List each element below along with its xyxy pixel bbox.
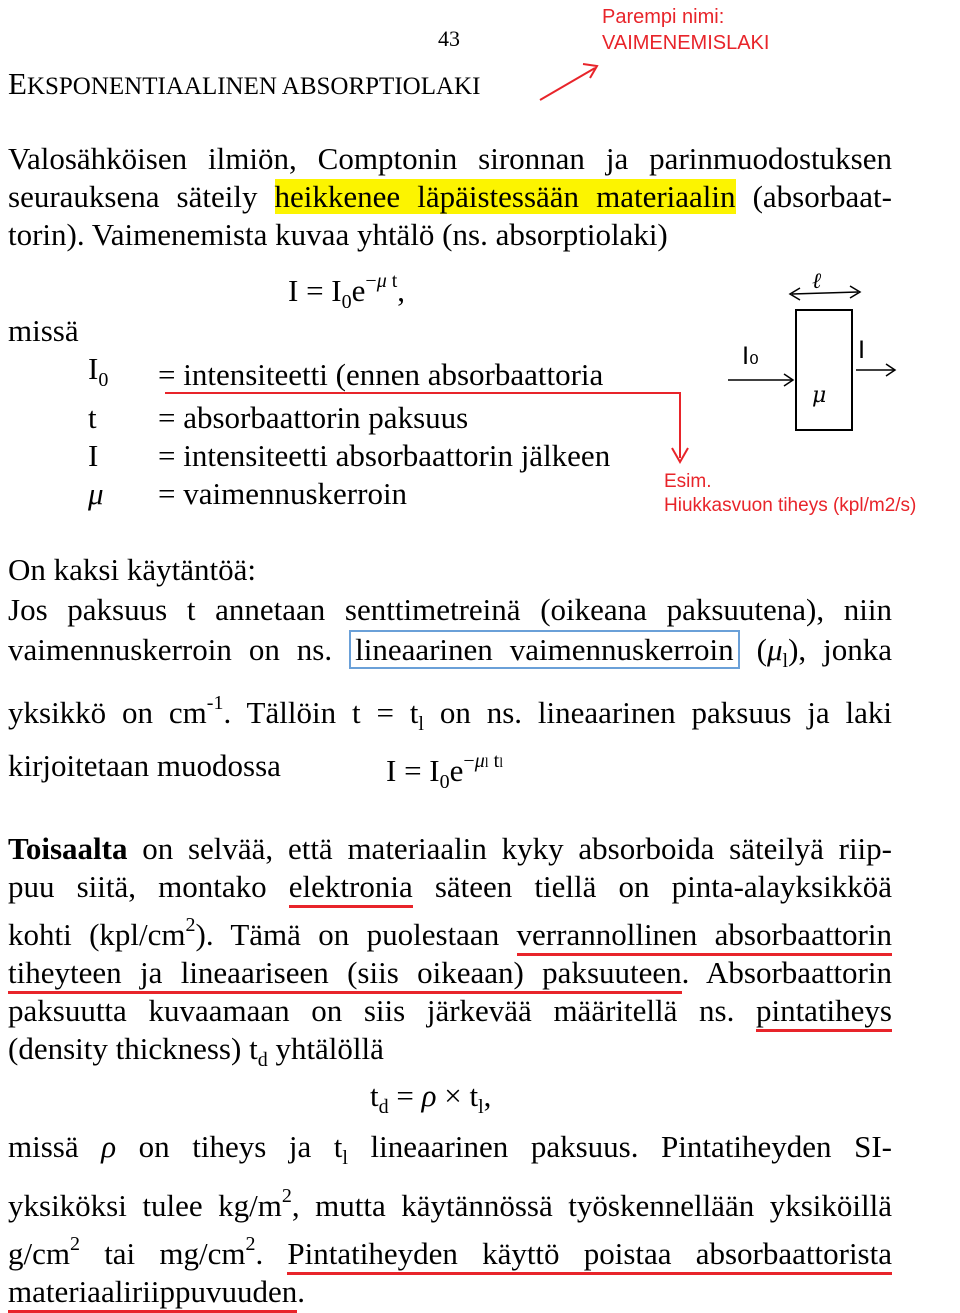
text-line: (density thickness) $t_d$ yhtälöllä xyxy=(8,1031,384,1071)
equation-absorption-law: $I = I_0e^{-\mu t}$, xyxy=(288,270,406,313)
definition-text: = intensiteetti (ennen absorbaattoria xyxy=(158,356,604,392)
definitions-table xyxy=(88,350,610,513)
definition-row xyxy=(88,350,610,399)
underlined-phrase: materiaaliriippuvuuden xyxy=(8,1274,297,1313)
text-line: Valosähköisen ilmiön, Comptonin sironnan ja parinmuodostuksen xyxy=(8,141,892,176)
annotation-line: Esim. xyxy=(664,471,712,492)
annotation-line: Hiukkasvuon tiheys (kpl/m2/s) xyxy=(664,495,917,516)
underlined-phrase: tiheyteen ja lineaariseen (siis oikeaan) paksuuteen xyxy=(8,955,682,994)
text-line: yksikkö on $cm^{-1}$. Tällöin $t = t_l$ on ns. lineaarinen paksuus ja laki xyxy=(8,692,892,735)
text-line: On kaksi käytäntöä: xyxy=(8,552,256,587)
incident-intensity-label: I₀ xyxy=(742,342,759,370)
outgoing-intensity-label: I xyxy=(858,336,866,364)
definition-symbol: $I_0$ xyxy=(88,351,109,391)
equation-density-thickness: $t_d = \rho \times t_l$, xyxy=(370,1078,492,1118)
text-line: Jos paksuus t annetaan senttimetreinä (oikeana paksuutena), niin xyxy=(8,592,892,627)
ending-paragraph xyxy=(8,1128,892,1311)
annotation-line: VAIMENEMISLAKI xyxy=(602,32,770,54)
text-line: $g/cm^2$ tai $mg/cm^2$. Pintatiheyden käyttö poistaa absorbaattorista xyxy=(8,1225,892,1273)
definition-text: = intensiteetti absorbaattorin jälkeen xyxy=(158,438,611,473)
text-line: kohti $(kpl/cm^2)$. Tämä on puolestaan verrannollinen absorbaattorin xyxy=(8,906,892,954)
boxed-term: lineaarinen vaimennuskerroin xyxy=(349,630,740,669)
definition-symbol: I xyxy=(88,438,99,473)
definition-symbol: t xyxy=(88,400,97,435)
title-to-note-arrow xyxy=(540,68,595,100)
annotation-example xyxy=(664,470,916,518)
text-line: paksuutta kuvaamaan on siis järkevää määritellä ns. pintatiheys xyxy=(8,992,892,1030)
text-line: materiaaliriippuvuuden. xyxy=(8,1273,892,1311)
definition-symbol: μ xyxy=(88,476,104,511)
absorber-figure xyxy=(718,272,918,452)
title-rest: KSPONENTIAALINEN ABSORPTIOLAKI xyxy=(26,73,481,100)
text-line: missä ρ on tiheys ja $t_l$ lineaarinen paksuus. Pintatiheyden SI- xyxy=(8,1129,892,1169)
text-line: kirjoitetaan muodossa xyxy=(8,748,281,783)
page-number: 43 xyxy=(438,26,460,51)
underlined-phrase: verrannollinen absorbaattorin xyxy=(517,917,892,956)
highlighted-phrase: heikkenee läpäistessään materiaalin xyxy=(274,179,736,214)
attenuation-label: μ xyxy=(812,383,827,408)
density-paragraph xyxy=(8,830,892,1079)
equation-linear-law: $I = I_0e^{-\mu l tl}$ xyxy=(386,750,504,793)
text-line: tiheyteen ja lineaariseen (siis oikeaan) paksuuteen. Absorbaattorin xyxy=(8,954,892,992)
text-line: seurauksena säteily heikkenee läpäistessään materiaalin (absorbaat- xyxy=(8,179,892,214)
annotation-line: Parempi nimi: xyxy=(602,6,725,28)
definition-row xyxy=(88,399,610,437)
absorber-slab xyxy=(796,310,852,430)
text-line: puu siitä, montako elektronia säteen tiellä on pinta-alayksikköä xyxy=(8,868,892,906)
underlined-phrase: Pintatiheyden käyttö poistaa absorbaattorista xyxy=(287,1236,892,1275)
bold-term: Toisaalta xyxy=(8,831,128,866)
definition-row xyxy=(88,475,610,513)
title-initial: E xyxy=(8,66,27,101)
definition-text: = vaimennuskerroin xyxy=(158,476,408,511)
underlined-phrase: pintatiheys xyxy=(756,993,892,1032)
thickness-label: ℓ xyxy=(812,272,822,294)
text-line: vaimennuskerroin on ns. lineaarinen vaimennuskerroin $(\mu_l)$, jonka xyxy=(8,632,892,672)
definition-text: = absorbaattorin paksuus xyxy=(158,400,469,435)
intro-paragraph xyxy=(8,140,892,254)
text-line: torin). Vaimenemista kuvaa yhtälö (ns. absorptiolaki) xyxy=(8,217,668,252)
thickness-arrow xyxy=(792,292,858,294)
text-line: yksiköksi tulee $kg/m^2$, mutta käytännössä työskennellään yksiköillä xyxy=(8,1185,892,1223)
text-line: Toisaalta on selvää, että materiaalin kyky absorboida säteilyä riip- xyxy=(8,831,892,866)
missa-label: missä xyxy=(8,313,79,348)
definition-row xyxy=(88,437,610,475)
underlined-phrase: elektronia xyxy=(289,869,413,908)
